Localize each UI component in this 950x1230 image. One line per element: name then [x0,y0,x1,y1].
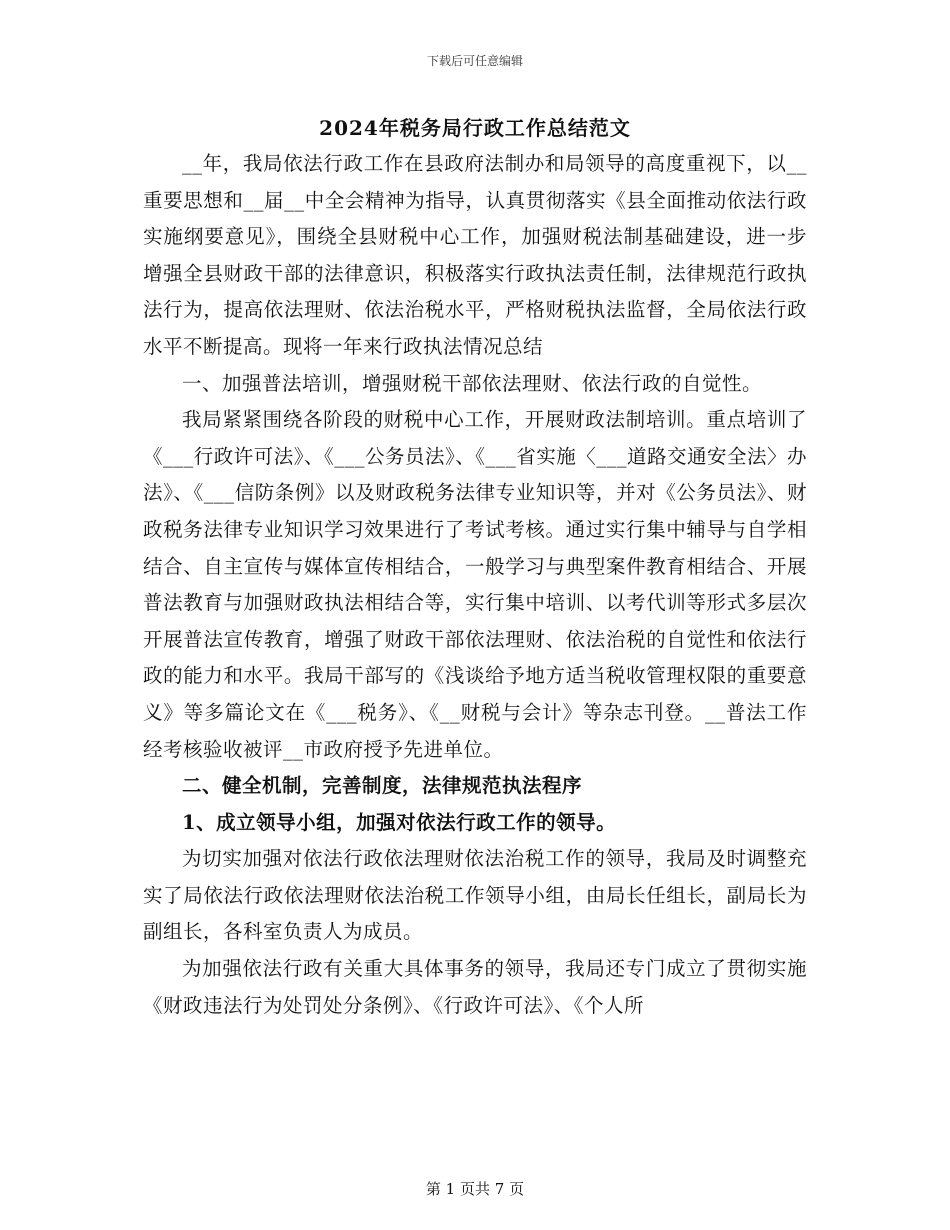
document-body [143,146,807,1024]
paragraph-special-group: 为加强依法行政有关重大具体事务的领导，我局还专门成立了贯彻实施《财政违法行为处罚处分条例》、《行政许可法》、《个人所 [143,957,807,1017]
document-title: 2024年税务局行政工作总结范文 [319,116,631,140]
header-note: 下载后可任意编辑 [426,54,523,68]
page-number: 第 1 页共 7 页 [425,1180,525,1198]
section-heading-1: 一、加强普法培训，增强财税干部依法理财、依法行政的自觉性。 [182,371,763,395]
paragraph-intro: __年，我局依法行政工作在县政府法制办和局领导的高度重视下，以__重要思想和__届__中全会精神为指导，认真贯彻落实《县全面推动依法行政实施纲要意见》，围绕全县财税中心工作，加强财税法制基础建设，进一步增强全县财政干部的法律意识，积极落实行政执法责任制，法律规范行政执法行为，提高依法理财、依法治税水平，严格财税执法监督，全局依法行政水平不断提高。现将一年来行政执法情况总结 [143,152,807,358]
section-heading-2: 二、健全机制，完善制度，法律规范执法程序 [182,774,583,798]
paragraph-leadership-group: 为切实加强对依法行政依法理财依法治税工作的领导，我局及时调整充实了局依法行政依法理财依法治税工作领导小组，由局长任组长，副局长为副组长，各科室负责人为成员。 [143,847,807,944]
paragraph-training: 我局紧紧围绕各阶段的财税中心工作，开展财政法制培训。重点培训了《___行政许可法》、《___公务员法》、《___省实施〈___道路交通安全法〉办法》、《___信防条例》以及财政税务法律专业知识等，并对《公务员法》、财政税务法律专业知识学习效果进行了考试考核。通过实行集中辅导与自学相结合、自主宣传与媒体宣传相结合，一般学习与典型案件教育相结合、开展普法教育与加强财政执法相结合等，实行集中培训、以考代训等形式多层次开展普法宣传教育，增强了财政干部依法理财、依法治税的自觉性和依法行政的能力和水平。我局干部写的《浅谈给予地方适当税收管理权限的重要意义》等多篇论文在《___税务》、《__财税与会计》等杂志刊登。__普法工作经考核验收被评__市政府授予先进单位。 [143,408,808,761]
subsection-heading-1: 1、成立领导小组，加强对依法行政工作的领导。 [182,810,617,834]
